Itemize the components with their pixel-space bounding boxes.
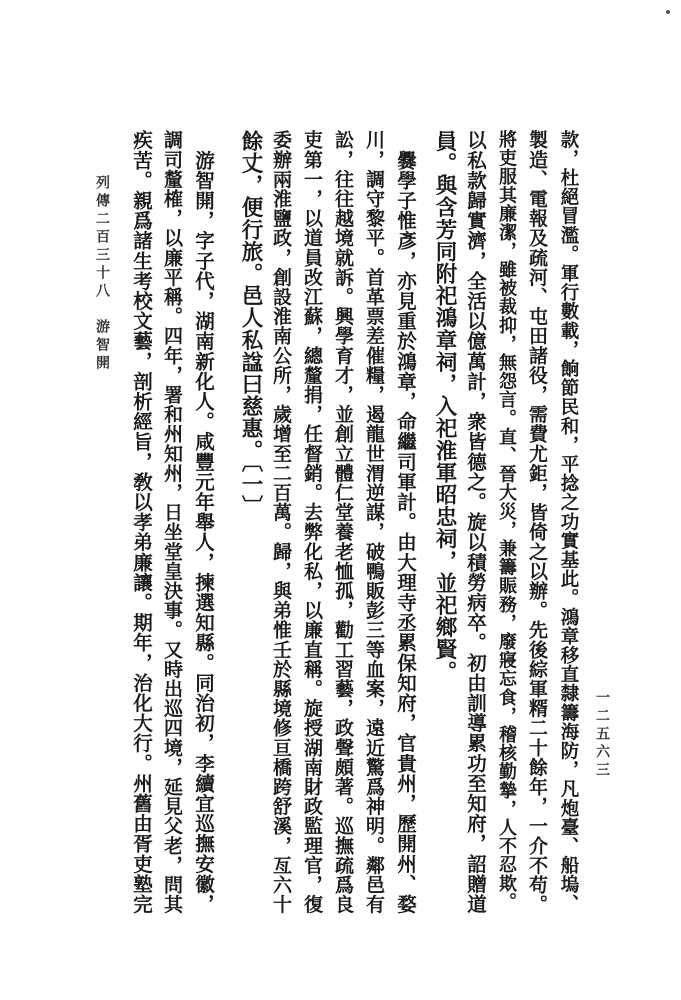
text-column-2: 製造、電報及疏河、屯田諸役，需費尤鉅，皆倚之以辦。先後綜軍糈二十餘年，一介不苟。 <box>526 130 548 914</box>
text-column-13: 調司釐榷，以廉平稱。四年，署和州知州，日坐堂皇決事。又時出巡四境，延見父老，問其 <box>161 130 183 914</box>
text-column-5: 員。與含芳同附祀鴻章祠，入祀淮軍昭忠祠，並祀鄉賢。 <box>432 130 457 683</box>
page-mark <box>666 10 670 14</box>
text-column-12: 游智開，字子代，湖南新化人。咸豐元年舉人，揀選知縣。同治初，李續宜巡撫安徽， <box>192 130 215 914</box>
text-column-11: 餘丈，便行旅。邑人私諡曰慈惠。〔一〕 <box>238 130 263 518</box>
text-column-8: 訟，往往越境就訴。興學育才，並創立體仁堂養老恤孤，勸工習藝，政聲頗著。巡撫疏爲良 <box>332 130 354 914</box>
text-column-9: 吏第一，以道員改江蘇，總釐捐，任督銷。去弊化私，以廉直稱。旋授湖南財政監理官，復 <box>301 130 323 915</box>
text-column-10: 委辦兩淮鹽政，創設淮南公所，歲增至二百萬。歸，與弟惟壬於縣境修亘橋跨舒溪，亙六十 <box>270 130 292 914</box>
text-column-3: 將吏服其廉潔，雖被裁抑，無怨言。直、晉大災，兼籌賑務，廢寢忘食，稽核勤摯，人不忍欺。 <box>496 130 517 912</box>
text-column-4: 以私款歸實濟，全活以億萬計，衆皆德之。旋以積勞病卒。初由訓導累功至知府，詔贈道 <box>464 130 487 914</box>
text-column-7: 川，調守黎平。首革票差催糧，遏龍世渭逆謀，破鴨販彭三等血案，遠近驚爲神明。鄰邑有 <box>363 130 385 914</box>
page-number: 一二五六三 <box>594 690 610 780</box>
text-column-1: 款，杜絕冒濫。軍行數載，餉節民和，平捻之功實基此。鴻章移直隸籌海防，凡炮臺、船塢、 <box>558 130 579 914</box>
text-column-14: 疾苦。親爲諸生考校文藝，剖析經旨，敎以孝弟廉讓。期年，治化大行。州舊由胥吏塾完 <box>130 130 153 914</box>
running-header: 列傳二百三十八 游智開 <box>94 175 110 373</box>
text-column-6: 爨學子惟彥，亦見重於鴻章，命繼司軍計。由大理寺丞累保知府，官貴州，歷開州、婺 <box>394 130 417 914</box>
